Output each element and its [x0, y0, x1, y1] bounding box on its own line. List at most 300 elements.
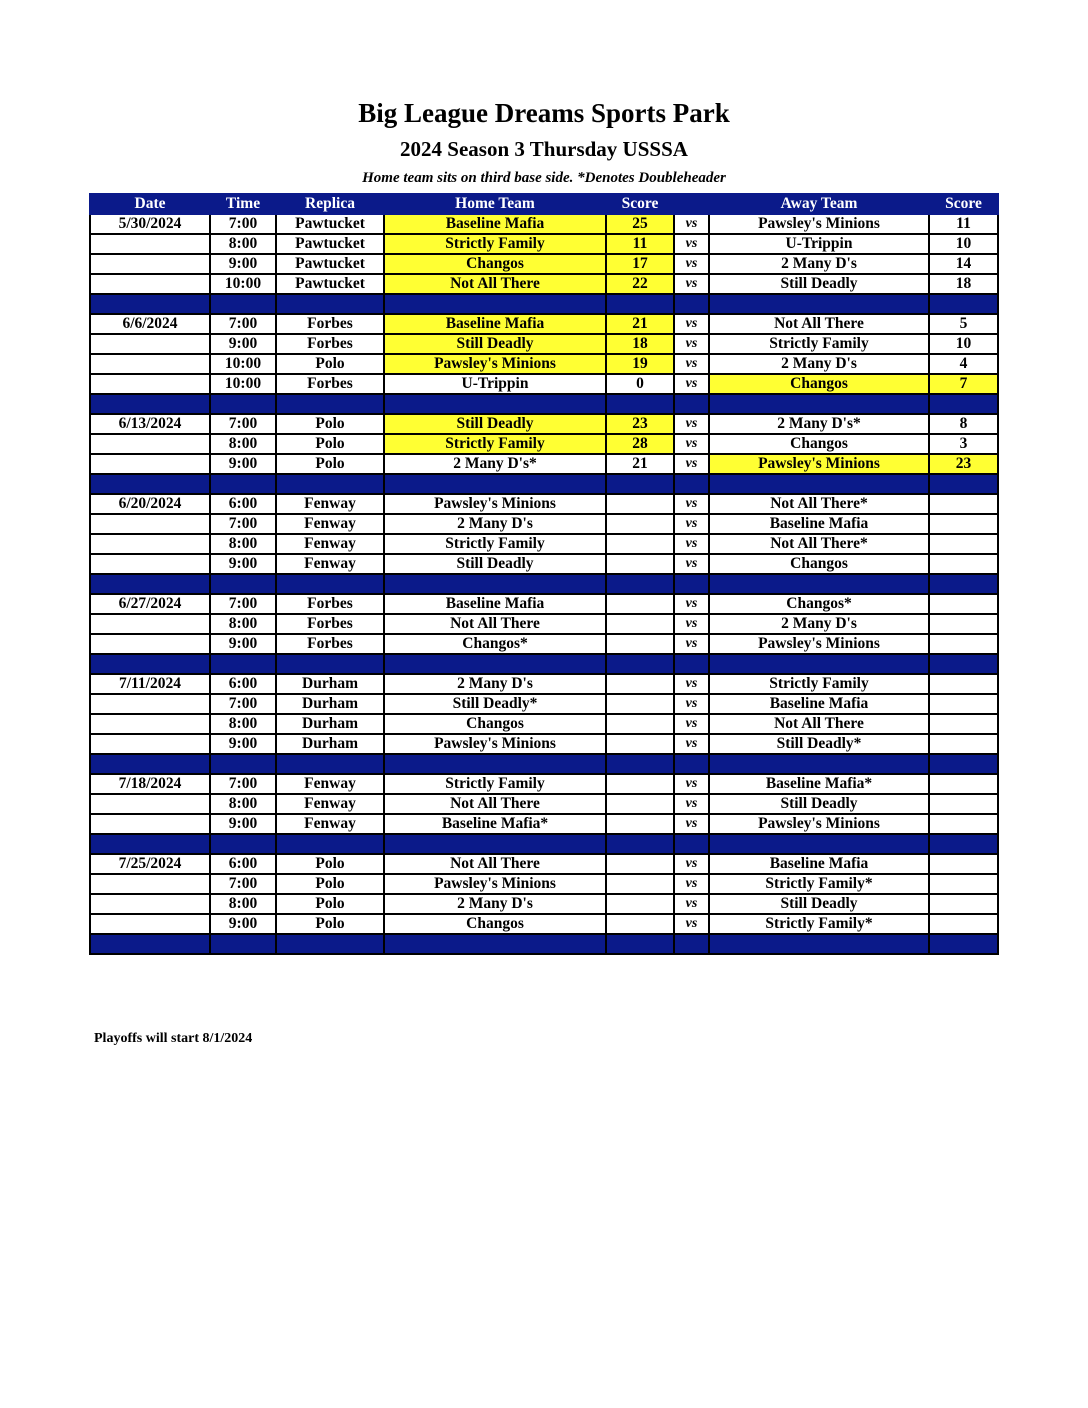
table-row — [90, 374, 998, 394]
home-team: 2 Many D's — [384, 674, 606, 694]
page-title: Big League Dreams Sports Park — [358, 98, 730, 128]
away-score: 4 — [929, 354, 998, 374]
game-field: Pawtucket — [276, 214, 384, 234]
away-score — [929, 534, 998, 554]
home-team: Changos — [384, 714, 606, 734]
game-date-empty — [90, 554, 210, 574]
separator-cell — [674, 474, 709, 494]
game-date: 7/11/2024 — [90, 674, 210, 694]
game-date-empty — [90, 874, 210, 894]
separator-cell — [929, 294, 998, 314]
separator-cell — [210, 834, 276, 854]
table-row — [90, 354, 998, 374]
page-subtitle: 2024 Season 3 Thursday USSSA — [400, 137, 688, 161]
separator-cell — [384, 754, 606, 774]
vs-label: vs — [674, 234, 709, 254]
game-date-empty — [90, 814, 210, 834]
home-team: Strictly Family — [384, 234, 606, 254]
game-date-empty — [90, 374, 210, 394]
week-separator-row — [90, 754, 998, 774]
away-score — [929, 854, 998, 874]
vs-label: vs — [674, 254, 709, 274]
column-header-away-score: Score — [929, 194, 998, 214]
game-time: 7:00 — [210, 414, 276, 434]
separator-cell — [276, 834, 384, 854]
home-team: Baseline Mafia — [384, 214, 606, 234]
home-team: Changos* — [384, 634, 606, 654]
vs-label: vs — [674, 774, 709, 794]
separator-cell — [709, 394, 929, 414]
week-separator-row — [90, 654, 998, 674]
home-team: Pawsley's Minions — [384, 354, 606, 374]
away-team: Baseline Mafia — [709, 694, 929, 714]
game-date: 7/25/2024 — [90, 854, 210, 874]
table-row — [90, 534, 998, 554]
separator-cell — [276, 934, 384, 954]
away-team: Strictly Family — [709, 334, 929, 354]
separator-cell — [276, 574, 384, 594]
game-field: Fenway — [276, 814, 384, 834]
away-score — [929, 674, 998, 694]
vs-label: vs — [674, 874, 709, 894]
separator-cell — [606, 474, 674, 494]
vs-label: vs — [674, 794, 709, 814]
vs-label: vs — [674, 694, 709, 714]
home-team: Changos — [384, 254, 606, 274]
vs-label: vs — [674, 494, 709, 514]
home-score: 11 — [606, 234, 674, 254]
home-score — [606, 674, 674, 694]
home-team: Still Deadly* — [384, 694, 606, 714]
game-field: Forbes — [276, 634, 384, 654]
game-date-empty — [90, 234, 210, 254]
away-score: 11 — [929, 214, 998, 234]
game-date-empty — [90, 714, 210, 734]
schedule-table — [89, 193, 999, 955]
table-row — [90, 234, 998, 254]
table-row — [90, 674, 998, 694]
game-date-empty — [90, 254, 210, 274]
game-time: 8:00 — [210, 894, 276, 914]
separator-cell — [384, 654, 606, 674]
separator-cell — [674, 754, 709, 774]
separator-cell — [606, 834, 674, 854]
separator-cell — [674, 934, 709, 954]
home-team: Still Deadly — [384, 554, 606, 574]
away-score — [929, 894, 998, 914]
away-team: Not All There* — [709, 534, 929, 554]
separator-cell — [276, 754, 384, 774]
home-team: Not All There — [384, 274, 606, 294]
week-separator-row — [90, 294, 998, 314]
game-field: Polo — [276, 354, 384, 374]
week-separator-row — [90, 394, 998, 414]
game-time: 9:00 — [210, 554, 276, 574]
separator-cell — [276, 474, 384, 494]
home-score — [606, 534, 674, 554]
away-score: 18 — [929, 274, 998, 294]
away-score — [929, 814, 998, 834]
game-field: Polo — [276, 914, 384, 934]
home-team: Not All There — [384, 794, 606, 814]
column-header-home-team: Home Team — [384, 194, 606, 214]
week-separator-row — [90, 474, 998, 494]
game-field: Forbes — [276, 334, 384, 354]
week-separator-row — [90, 574, 998, 594]
vs-label: vs — [674, 434, 709, 454]
table-row — [90, 714, 998, 734]
home-team: Strictly Family — [384, 434, 606, 454]
away-score: 8 — [929, 414, 998, 434]
table-row — [90, 694, 998, 714]
game-field: Durham — [276, 714, 384, 734]
vs-label: vs — [674, 914, 709, 934]
vs-label: vs — [674, 594, 709, 614]
column-header-time: Time — [210, 194, 276, 214]
vs-label: vs — [674, 454, 709, 474]
away-team: 2 Many D's — [709, 354, 929, 374]
game-field: Pawtucket — [276, 234, 384, 254]
away-score — [929, 554, 998, 574]
game-field: Fenway — [276, 514, 384, 534]
away-score: 7 — [929, 374, 998, 394]
game-time: 6:00 — [210, 494, 276, 514]
game-field: Polo — [276, 874, 384, 894]
home-score — [606, 614, 674, 634]
vs-label: vs — [674, 314, 709, 334]
separator-cell — [929, 834, 998, 854]
away-team: Still Deadly* — [709, 734, 929, 754]
home-score: 18 — [606, 334, 674, 354]
separator-cell — [384, 474, 606, 494]
separator-cell — [384, 294, 606, 314]
away-team: Changos — [709, 434, 929, 454]
table-row — [90, 594, 998, 614]
away-score: 5 — [929, 314, 998, 334]
table-row — [90, 514, 998, 534]
home-team: Baseline Mafia — [384, 594, 606, 614]
separator-cell — [674, 834, 709, 854]
home-score — [606, 894, 674, 914]
home-team: Baseline Mafia* — [384, 814, 606, 834]
separator-cell — [709, 934, 929, 954]
vs-label: vs — [674, 274, 709, 294]
separator-cell — [90, 754, 210, 774]
game-date-empty — [90, 434, 210, 454]
table-row — [90, 814, 998, 834]
separator-cell — [709, 754, 929, 774]
table-row — [90, 894, 998, 914]
game-time: 7:00 — [210, 514, 276, 534]
separator-cell — [90, 834, 210, 854]
away-team: U-Trippin — [709, 234, 929, 254]
game-time: 6:00 — [210, 854, 276, 874]
separator-cell — [210, 654, 276, 674]
home-score: 21 — [606, 454, 674, 474]
home-score — [606, 694, 674, 714]
game-time: 7:00 — [210, 694, 276, 714]
home-team: Pawsley's Minions — [384, 734, 606, 754]
away-score — [929, 714, 998, 734]
game-field: Forbes — [276, 314, 384, 334]
separator-cell — [674, 574, 709, 594]
vs-label: vs — [674, 534, 709, 554]
game-time: 7:00 — [210, 214, 276, 234]
vs-label: vs — [674, 374, 709, 394]
separator-cell — [606, 394, 674, 414]
vs-label: vs — [674, 854, 709, 874]
game-date-empty — [90, 794, 210, 814]
away-team: 2 Many D's — [709, 614, 929, 634]
game-time: 9:00 — [210, 454, 276, 474]
game-time: 9:00 — [210, 254, 276, 274]
separator-cell — [210, 474, 276, 494]
home-score — [606, 514, 674, 534]
table-row — [90, 214, 998, 234]
away-team: Baseline Mafia — [709, 514, 929, 534]
separator-cell — [929, 574, 998, 594]
away-team: Pawsley's Minions — [709, 214, 929, 234]
home-team: 2 Many D's* — [384, 454, 606, 474]
game-date-empty — [90, 914, 210, 934]
game-time: 8:00 — [210, 434, 276, 454]
game-date: 6/13/2024 — [90, 414, 210, 434]
separator-cell — [384, 394, 606, 414]
column-header-date: Date — [90, 194, 210, 214]
game-field: Durham — [276, 734, 384, 754]
vs-label: vs — [674, 614, 709, 634]
away-score — [929, 594, 998, 614]
away-team: Still Deadly — [709, 274, 929, 294]
game-field: Forbes — [276, 594, 384, 614]
away-team: Not All There — [709, 714, 929, 734]
home-score — [606, 774, 674, 794]
vs-label: vs — [674, 734, 709, 754]
week-separator-row — [90, 834, 998, 854]
separator-cell — [674, 654, 709, 674]
home-team: Pawsley's Minions — [384, 494, 606, 514]
separator-cell — [709, 474, 929, 494]
table-row — [90, 734, 998, 754]
away-score — [929, 614, 998, 634]
table-row — [90, 314, 998, 334]
separator-cell — [276, 294, 384, 314]
game-field: Forbes — [276, 374, 384, 394]
separator-cell — [210, 294, 276, 314]
separator-cell — [384, 934, 606, 954]
game-field: Durham — [276, 694, 384, 714]
home-score — [606, 814, 674, 834]
playoffs-note: Playoffs will start 8/1/2024 — [94, 1031, 253, 1046]
away-team: Baseline Mafia — [709, 854, 929, 874]
table-row — [90, 494, 998, 514]
table-row — [90, 634, 998, 654]
table-row — [90, 614, 998, 634]
table-row — [90, 794, 998, 814]
column-header-away-team: Away Team — [709, 194, 929, 214]
game-time: 6:00 — [210, 674, 276, 694]
column-header-vs — [674, 194, 709, 214]
away-team: Changos — [709, 374, 929, 394]
home-score — [606, 794, 674, 814]
separator-cell — [276, 654, 384, 674]
separator-cell — [674, 294, 709, 314]
home-team: 2 Many D's — [384, 514, 606, 534]
home-score — [606, 634, 674, 654]
away-score: 3 — [929, 434, 998, 454]
home-score — [606, 494, 674, 514]
game-time: 8:00 — [210, 794, 276, 814]
separator-cell — [929, 654, 998, 674]
game-date-empty — [90, 534, 210, 554]
separator-cell — [384, 574, 606, 594]
week-separator-row — [90, 934, 998, 954]
separator-cell — [210, 394, 276, 414]
separator-cell — [709, 834, 929, 854]
separator-cell — [929, 394, 998, 414]
game-date-empty — [90, 614, 210, 634]
game-date: 5/30/2024 — [90, 214, 210, 234]
table-row — [90, 914, 998, 934]
vs-label: vs — [674, 414, 709, 434]
home-team: Strictly Family — [384, 774, 606, 794]
table-row — [90, 554, 998, 574]
game-time: 8:00 — [210, 534, 276, 554]
home-team: Still Deadly — [384, 334, 606, 354]
home-score — [606, 734, 674, 754]
game-field: Polo — [276, 434, 384, 454]
game-date-empty — [90, 454, 210, 474]
game-date: 6/27/2024 — [90, 594, 210, 614]
home-score — [606, 874, 674, 894]
game-date-empty — [90, 694, 210, 714]
home-team: Not All There — [384, 614, 606, 634]
game-field: Polo — [276, 894, 384, 914]
game-field: Polo — [276, 854, 384, 874]
separator-cell — [709, 574, 929, 594]
home-team: Pawsley's Minions — [384, 874, 606, 894]
home-score: 23 — [606, 414, 674, 434]
game-field: Fenway — [276, 554, 384, 574]
separator-cell — [210, 574, 276, 594]
separator-cell — [929, 474, 998, 494]
separator-cell — [90, 654, 210, 674]
separator-cell — [210, 754, 276, 774]
separator-cell — [606, 574, 674, 594]
vs-label: vs — [674, 894, 709, 914]
table-header-row — [90, 194, 998, 214]
game-time: 9:00 — [210, 334, 276, 354]
game-field: Pawtucket — [276, 274, 384, 294]
game-field: Fenway — [276, 774, 384, 794]
separator-cell — [384, 834, 606, 854]
home-score: 25 — [606, 214, 674, 234]
away-score — [929, 794, 998, 814]
game-time: 8:00 — [210, 614, 276, 634]
vs-label: vs — [674, 554, 709, 574]
vs-label: vs — [674, 634, 709, 654]
home-team: Baseline Mafia — [384, 314, 606, 334]
away-score — [929, 694, 998, 714]
separator-cell — [90, 934, 210, 954]
game-time: 8:00 — [210, 714, 276, 734]
table-row — [90, 774, 998, 794]
home-team: Changos — [384, 914, 606, 934]
separator-cell — [674, 394, 709, 414]
schedule-note: Home team sits on third base side. *Denotes Doubleheader — [362, 170, 726, 186]
separator-cell — [929, 754, 998, 774]
separator-cell — [90, 574, 210, 594]
game-time: 10:00 — [210, 354, 276, 374]
column-header-replica: Replica — [276, 194, 384, 214]
home-score: 21 — [606, 314, 674, 334]
table-row — [90, 854, 998, 874]
game-date-empty — [90, 274, 210, 294]
game-field: Fenway — [276, 534, 384, 554]
away-team: 2 Many D's* — [709, 414, 929, 434]
away-team: Pawsley's Minions — [709, 634, 929, 654]
table-row — [90, 874, 998, 894]
game-date-empty — [90, 734, 210, 754]
away-score — [929, 914, 998, 934]
away-team: Pawsley's Minions — [709, 814, 929, 834]
game-time: 7:00 — [210, 874, 276, 894]
away-team: 2 Many D's — [709, 254, 929, 274]
game-time: 10:00 — [210, 274, 276, 294]
away-team: Not All There* — [709, 494, 929, 514]
separator-cell — [709, 654, 929, 674]
game-time: 10:00 — [210, 374, 276, 394]
home-score — [606, 554, 674, 574]
vs-label: vs — [674, 514, 709, 534]
game-field: Fenway — [276, 494, 384, 514]
game-date-empty — [90, 894, 210, 914]
away-team: Changos — [709, 554, 929, 574]
home-score: 28 — [606, 434, 674, 454]
table-row — [90, 434, 998, 454]
game-field: Fenway — [276, 794, 384, 814]
home-team: 2 Many D's — [384, 894, 606, 914]
away-team: Strictly Family — [709, 674, 929, 694]
separator-cell — [606, 294, 674, 314]
away-score: 10 — [929, 334, 998, 354]
away-score — [929, 634, 998, 654]
game-field: Forbes — [276, 614, 384, 634]
game-date: 7/18/2024 — [90, 774, 210, 794]
away-score: 23 — [929, 454, 998, 474]
game-field: Durham — [276, 674, 384, 694]
game-date-empty — [90, 634, 210, 654]
game-time: 7:00 — [210, 594, 276, 614]
separator-cell — [276, 394, 384, 414]
vs-label: vs — [674, 714, 709, 734]
away-team: Not All There — [709, 314, 929, 334]
away-score: 14 — [929, 254, 998, 274]
home-score: 17 — [606, 254, 674, 274]
away-score — [929, 874, 998, 894]
column-header-home-score: Score — [606, 194, 674, 214]
game-date: 6/6/2024 — [90, 314, 210, 334]
home-score: 19 — [606, 354, 674, 374]
game-time: 9:00 — [210, 734, 276, 754]
home-score — [606, 914, 674, 934]
game-field: Polo — [276, 414, 384, 434]
table-row — [90, 454, 998, 474]
away-score — [929, 774, 998, 794]
table-row — [90, 334, 998, 354]
separator-cell — [606, 654, 674, 674]
game-field: Pawtucket — [276, 254, 384, 274]
